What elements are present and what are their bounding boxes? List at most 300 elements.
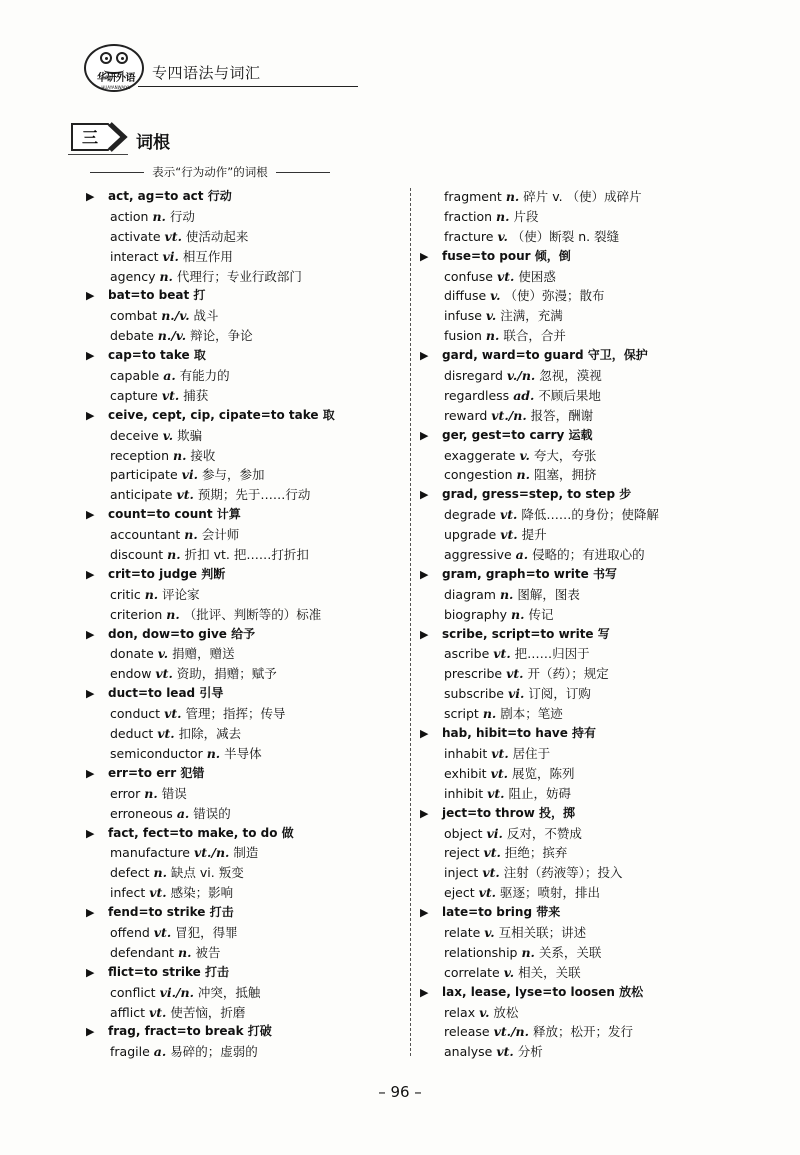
vocab-entry [420, 505, 750, 525]
vocab-entry [420, 366, 750, 386]
dash-line [90, 172, 144, 173]
vocab-gloss: 被告 [195, 944, 221, 960]
vocab-word: endow [110, 666, 152, 682]
word-root-entry [86, 505, 416, 525]
word-root-text: flict=to strike 打击 [108, 964, 229, 979]
vocab-word: fragile [110, 1044, 150, 1060]
vocab-entry [420, 446, 750, 466]
vocab-entry [420, 306, 750, 326]
vocab-gloss: 相互作用 [182, 248, 233, 264]
vocab-entry [86, 644, 416, 664]
word-root-entry [420, 485, 750, 505]
triangle-bullet-icon: ▶ [420, 806, 429, 820]
vocab-entry [86, 386, 416, 406]
part-of-speech: ad. [513, 387, 535, 403]
vocab-word: regardless [444, 387, 510, 403]
vocab-word: aggressive [444, 547, 512, 563]
vocab-entry [86, 804, 416, 824]
vocab-gloss: 把……归因于 [514, 646, 590, 662]
vocab-word: diffuse [444, 288, 487, 304]
vocab-gloss: 不顾后果地 [538, 387, 601, 403]
vocab-gloss: 制造 [233, 845, 259, 861]
vocab-entry [86, 306, 416, 326]
vocab-entry [420, 684, 750, 704]
vocab-entry [420, 824, 750, 844]
vocab-gloss: 互相关联；讲述 [498, 924, 587, 940]
vocab-gloss: 辩论，争论 [190, 328, 253, 344]
part-of-speech: a. [176, 805, 190, 821]
part-of-speech: vi. [507, 686, 525, 702]
vocab-gloss: 降低……的身份；使降解 [521, 507, 659, 523]
word-root-entry [420, 346, 750, 366]
part-of-speech: n. [178, 944, 192, 960]
vocab-word: fusion [444, 328, 482, 344]
vocab-gloss: 使苦恼，折磨 [170, 1004, 246, 1020]
vocab-entry [420, 664, 750, 684]
part-of-speech: vt./n. [491, 407, 527, 423]
word-root-text: count=to count 计算 [108, 507, 241, 522]
word-root-text: fact, fect=to make, to do 做 [108, 825, 294, 840]
vocab-word: participate [110, 467, 178, 483]
vocab-entry [420, 704, 750, 724]
vocab-word: critic [110, 586, 141, 602]
vocab-word: fragment [444, 189, 502, 204]
vocab-gloss: 拒绝；摈弃 [504, 845, 568, 861]
vocab-gloss: 分析 [517, 1044, 543, 1060]
vocab-word: reward [444, 407, 488, 423]
word-root-text: late=to bring 带来 [442, 905, 561, 920]
column-divider [410, 188, 411, 1056]
vocab-word: accountant [110, 527, 181, 543]
word-root-text: act, ag=to act 行动 [108, 189, 232, 203]
vocab-gloss: 预期；先于……行动 [197, 487, 311, 503]
vocab-gloss: 放松 [493, 1004, 519, 1020]
part-of-speech: vt. [496, 268, 515, 284]
part-of-speech: n./v. [157, 328, 187, 344]
vocab-entry [86, 863, 416, 883]
vocab-entry [420, 326, 750, 346]
vocab-word: script [444, 706, 479, 722]
vocab-word: erroneous [110, 805, 173, 821]
word-root-text: scribe, script=to write 写 [442, 626, 610, 641]
vocab-entry [86, 784, 416, 804]
word-root-entry [420, 903, 750, 923]
triangle-bullet-icon: ▶ [86, 289, 95, 303]
vocab-gloss: 注射（药液等）；投入 [503, 865, 623, 881]
vocab-word: prescribe [444, 666, 503, 682]
vocab-word: infect [110, 885, 146, 901]
vocab-word: inhabit [444, 745, 488, 761]
vocab-word: correlate [444, 964, 500, 980]
triangle-bullet-icon: ▶ [420, 906, 429, 920]
word-root-text: ject=to throw 投，掷 [442, 805, 576, 820]
vocab-entry [86, 843, 416, 863]
part-of-speech: n. [159, 268, 173, 284]
subsection-title: 表示“行为动作”的词根 [152, 165, 268, 179]
vocab-word: analyse [444, 1044, 493, 1060]
vocab-word: conduct [110, 706, 161, 722]
logo-text: 华研外语 [97, 73, 135, 84]
vocab-gloss: 居住于 [512, 745, 551, 761]
word-root-entry [86, 903, 416, 923]
vocab-gloss: 评论家 [162, 586, 200, 602]
part-of-speech: vt. [161, 387, 180, 403]
vocab-entry [420, 406, 750, 426]
part-of-speech: n. [206, 745, 221, 761]
vocab-word: action [110, 208, 149, 224]
vocab-entry [420, 187, 750, 207]
triangle-bullet-icon: ▶ [86, 627, 95, 641]
vocab-gloss: 使活动起来 [185, 228, 249, 244]
triangle-bullet-icon: ▶ [420, 488, 429, 502]
part-of-speech: n. [482, 706, 497, 722]
vocab-gloss: 扣除，减去 [178, 726, 242, 742]
triangle-bullet-icon: ▶ [86, 826, 95, 840]
vocab-entry [86, 525, 416, 545]
vocab-entry [86, 227, 416, 247]
vocab-entry [86, 326, 416, 346]
vocab-entry [86, 983, 416, 1003]
vocab-entry [86, 267, 416, 287]
vocab-gloss: 忽视，漠视 [539, 368, 602, 384]
part-of-speech: vt. [483, 845, 501, 861]
vocab-word: reject [444, 845, 480, 861]
triangle-bullet-icon: ▶ [86, 687, 95, 701]
vocab-word: interact [110, 248, 159, 264]
word-root-text: gram, graph=to write 书写 [442, 566, 617, 581]
vocab-gloss: 战斗 [193, 308, 219, 324]
part-of-speech: n. [485, 328, 500, 344]
triangle-bullet-icon: ▶ [86, 965, 95, 979]
triangle-bullet-icon: ▶ [86, 906, 95, 920]
part-of-speech: n. [499, 586, 514, 602]
part-of-speech: n. [172, 447, 187, 463]
part-of-speech: n. [167, 547, 181, 563]
word-root-entry [86, 187, 416, 207]
vocab-entry [86, 1003, 416, 1023]
part-of-speech: vt. [164, 706, 182, 722]
word-root-text: lax, lease, lyse=to loosen 放松 [442, 984, 644, 999]
vocab-gloss: 传记 [528, 606, 554, 622]
word-root-text: bat=to beat 打 [108, 288, 206, 303]
word-root-text: grad, gress=step, to step 步 [442, 487, 632, 502]
part-of-speech: vt. [157, 726, 175, 742]
part-of-speech: vt. [149, 885, 167, 901]
vocab-word: confuse [444, 268, 493, 284]
vocab-entry [86, 465, 416, 485]
triangle-bullet-icon: ▶ [420, 349, 429, 363]
vocab-gloss: 接收 [190, 447, 216, 463]
part-of-speech: v. [162, 427, 174, 443]
vocab-entry [420, 943, 750, 963]
word-root-text: hab, hibit=to have 持有 [442, 726, 597, 741]
part-of-speech: v. [484, 924, 495, 940]
part-of-speech: n. [511, 606, 525, 622]
vocab-word: exaggerate [444, 447, 516, 463]
vocab-gloss: 缺点 vi. 叛变 [170, 865, 244, 881]
vocab-entry [420, 764, 750, 784]
part-of-speech: n. [144, 586, 159, 602]
vocab-word: diagram [444, 586, 496, 602]
word-root-entry [86, 565, 416, 585]
part-of-speech: n./v. [161, 308, 190, 324]
vocab-word: debate [110, 328, 154, 344]
page-number: – 96 – [378, 1083, 422, 1101]
vocab-gloss: 捕获 [183, 387, 209, 403]
triangle-bullet-icon: ▶ [86, 508, 95, 522]
part-of-speech: v. [503, 964, 515, 980]
triangle-bullet-icon: ▶ [420, 249, 429, 263]
vocab-entry [420, 784, 750, 804]
vocab-gloss: 剧本；笔迹 [500, 706, 563, 722]
vocab-word: anticipate [110, 487, 173, 503]
vocab-entry [420, 1022, 750, 1042]
vocab-word: offend [110, 924, 150, 940]
vocab-word: inhibit [444, 785, 484, 801]
vocab-word: subscribe [444, 686, 504, 702]
part-of-speech: v. [519, 447, 530, 463]
word-root-text: fend=to strike 打击 [108, 905, 234, 920]
vocab-entry [420, 644, 750, 664]
word-root-entry [420, 247, 750, 267]
vocab-entry [420, 963, 750, 983]
word-root-text: fuse=to pour 倾，倒 [442, 248, 571, 263]
word-root-entry [86, 963, 416, 983]
part-of-speech: vi. [181, 467, 198, 483]
vocab-entry [86, 943, 416, 963]
vocab-word: fracture [444, 228, 494, 244]
vocab-gloss: 注满，充满 [500, 308, 563, 324]
vocab-entry [420, 525, 750, 545]
word-root-entry [86, 625, 416, 645]
vocab-entry [86, 704, 416, 724]
word-root-entry [420, 983, 750, 1003]
vocab-gloss: 欺骗 [177, 427, 203, 443]
vocab-gloss: 有能力的 [179, 368, 230, 384]
vocab-word: object [444, 825, 483, 841]
vocab-entry [86, 545, 416, 565]
vocab-gloss: 报答，酬谢 [530, 407, 594, 423]
vocab-entry [420, 923, 750, 943]
vocab-entry [86, 664, 416, 684]
part-of-speech: vt. [478, 885, 497, 901]
vocab-word: disregard [444, 368, 503, 384]
vocab-word: relate [444, 924, 481, 940]
vocab-gloss: 代理行；专业行政部门 [176, 268, 302, 284]
word-root-entry [86, 346, 416, 366]
header-rule [138, 86, 358, 87]
triangle-bullet-icon: ▶ [86, 1025, 95, 1039]
part-of-speech: v./n. [506, 368, 536, 384]
part-of-speech: n. [496, 208, 510, 224]
vocab-entry [86, 883, 416, 903]
part-of-speech: vt. [164, 228, 182, 244]
vocab-gloss: （使）弥漫；散布 [504, 288, 605, 304]
part-of-speech: vt. [500, 527, 518, 543]
part-of-speech: vt. [487, 785, 505, 801]
vocab-word: exhibit [444, 765, 487, 781]
word-root-text: ceive, cept, cip, cipate=to take 取 [108, 407, 335, 422]
vocab-word: release [444, 1024, 490, 1040]
part-of-speech: a. [163, 368, 176, 384]
vocab-gloss: 半导体 [224, 745, 262, 761]
vocab-gloss: 参与，参加 [201, 467, 265, 483]
page-header [84, 44, 404, 94]
vocab-word: afflict [110, 1004, 145, 1020]
part-of-speech: v. [157, 646, 169, 662]
triangle-bullet-icon: ▶ [86, 349, 95, 363]
vocab-word: discount [110, 547, 164, 563]
book-title: 专四语法与词汇 [152, 64, 261, 82]
vocab-gloss: 相关，关联 [518, 964, 581, 980]
vocab-entry [420, 207, 750, 227]
vocab-gloss: 错误的 [193, 805, 231, 821]
vocab-word: capable [110, 368, 160, 384]
triangle-bullet-icon: ▶ [420, 567, 429, 581]
vocab-gloss: 阻塞，拥挤 [533, 467, 597, 483]
vocab-word: agency [110, 268, 156, 284]
word-root-text: frag, fract=to break 打破 [108, 1024, 272, 1039]
vocab-word: infuse [444, 308, 482, 324]
part-of-speech: vt./n. [493, 1024, 529, 1040]
word-root-text: ger, gest=to carry 运载 [442, 427, 593, 442]
vocab-word: congestion [444, 467, 513, 483]
word-root-entry [86, 764, 416, 784]
part-of-speech: vt. [176, 487, 194, 503]
part-of-speech: n. [505, 189, 520, 204]
part-of-speech: v. [490, 288, 501, 304]
vocab-entry [86, 724, 416, 744]
part-of-speech: vt. [490, 765, 508, 781]
word-root-text: duct=to lead 引导 [108, 686, 224, 701]
vocab-word: capture [110, 387, 158, 403]
word-root-text: cap=to take 取 [108, 348, 206, 363]
word-root-entry [86, 1022, 416, 1042]
vocab-gloss: 关系，关联 [538, 944, 602, 960]
vocab-word: error [110, 785, 141, 801]
vocab-entry [86, 446, 416, 466]
vocab-entry [86, 1042, 416, 1062]
part-of-speech: n. [184, 527, 198, 543]
vocab-entry [420, 744, 750, 764]
vocab-entry [420, 267, 750, 287]
vocab-entry [420, 465, 750, 485]
part-of-speech: vt. [148, 1004, 167, 1020]
part-of-speech: vt. [491, 745, 509, 761]
vocab-entry [86, 923, 416, 943]
part-of-speech: vt. [493, 646, 511, 662]
part-of-speech: a. [153, 1044, 167, 1060]
vocab-word: relationship [444, 944, 518, 960]
vocab-gloss: （使）断裂 n. 裂缝 [511, 228, 620, 244]
word-root-text: crit=to judge 判断 [108, 566, 226, 581]
vocab-word: defect [110, 865, 150, 881]
dash-line [276, 172, 330, 173]
vocab-gloss: 使困惑 [518, 268, 556, 284]
subsection-heading [90, 164, 330, 180]
part-of-speech: n. [166, 606, 180, 622]
vocab-entry [420, 1042, 750, 1062]
part-of-speech: a. [515, 547, 529, 563]
vocab-word: biography [444, 606, 508, 622]
vocab-word: semiconductor [110, 745, 203, 761]
vocab-entry [420, 605, 750, 625]
vocab-entry [420, 386, 750, 406]
vocab-gloss: 释放；松开；发行 [532, 1024, 633, 1040]
word-root-entry [86, 406, 416, 426]
vocab-word: deceive [110, 427, 159, 443]
word-root-entry [420, 565, 750, 585]
vocab-gloss: 阻止，妨碍 [508, 785, 571, 801]
logo-eye [100, 52, 112, 64]
part-of-speech: v. [497, 228, 508, 244]
vocab-gloss: 捐赠，赠送 [172, 646, 235, 662]
triangle-bullet-icon: ▶ [420, 627, 429, 641]
vocab-entry [420, 1003, 750, 1023]
right-column [420, 187, 750, 1062]
part-of-speech: vt./n. [193, 845, 230, 861]
vocab-gloss: 感染；影响 [170, 885, 234, 901]
vocab-word: reception [110, 447, 169, 463]
vocab-word: degrade [444, 507, 496, 523]
vocab-word: upgrade [444, 527, 497, 543]
vocab-entry [86, 366, 416, 386]
vocab-entry [86, 247, 416, 267]
vocab-gloss: 反对，不赞成 [506, 825, 582, 841]
part-of-speech: vt. [499, 507, 518, 523]
word-root-entry [420, 724, 750, 744]
part-of-speech: v. [479, 1004, 490, 1020]
vocab-word: eject [444, 885, 475, 901]
word-root-text: err=to err 犯错 [108, 765, 205, 780]
part-of-speech: vi./n. [159, 984, 194, 1000]
vocab-entry [420, 883, 750, 903]
vocab-gloss: 碎片 v. （使）成碎片 [523, 189, 642, 204]
vocab-word: criterion [110, 606, 163, 622]
vocab-gloss: 错误 [161, 785, 187, 801]
triangle-bullet-icon: ▶ [86, 190, 95, 203]
word-root-entry [86, 824, 416, 844]
vocab-word: combat [110, 308, 158, 324]
word-root-entry [420, 625, 750, 645]
word-root-text: don, dow=to give 给予 [108, 626, 256, 641]
part-of-speech: n. [144, 785, 158, 801]
section-chevron-icon [68, 118, 128, 156]
part-of-speech: vt. [482, 865, 500, 881]
vocab-word: inject [444, 865, 479, 881]
vocab-word: ascribe [444, 646, 490, 662]
vocab-entry [86, 744, 416, 764]
triangle-bullet-icon: ▶ [420, 727, 429, 741]
left-column [86, 187, 416, 1062]
vocab-gloss: 订阅，订购 [528, 686, 591, 702]
word-root-entry [86, 286, 416, 306]
vocab-gloss: 冲突，抵触 [197, 984, 261, 1000]
part-of-speech: n. [152, 208, 166, 224]
section-number: 三 [81, 128, 99, 147]
vocab-gloss: 夸大，夸张 [533, 447, 597, 463]
triangle-bullet-icon: ▶ [86, 567, 95, 581]
section-rule [68, 154, 128, 155]
vocab-entry [86, 426, 416, 446]
triangle-bullet-icon: ▶ [86, 408, 95, 422]
vocab-gloss: 折扣 vt. 把……打折扣 [184, 547, 309, 563]
vocab-word: relax [444, 1004, 476, 1020]
vocab-entry [420, 227, 750, 247]
part-of-speech: vi. [162, 248, 179, 264]
vocab-entry [86, 605, 416, 625]
vocab-gloss: 图解，图表 [517, 586, 580, 602]
